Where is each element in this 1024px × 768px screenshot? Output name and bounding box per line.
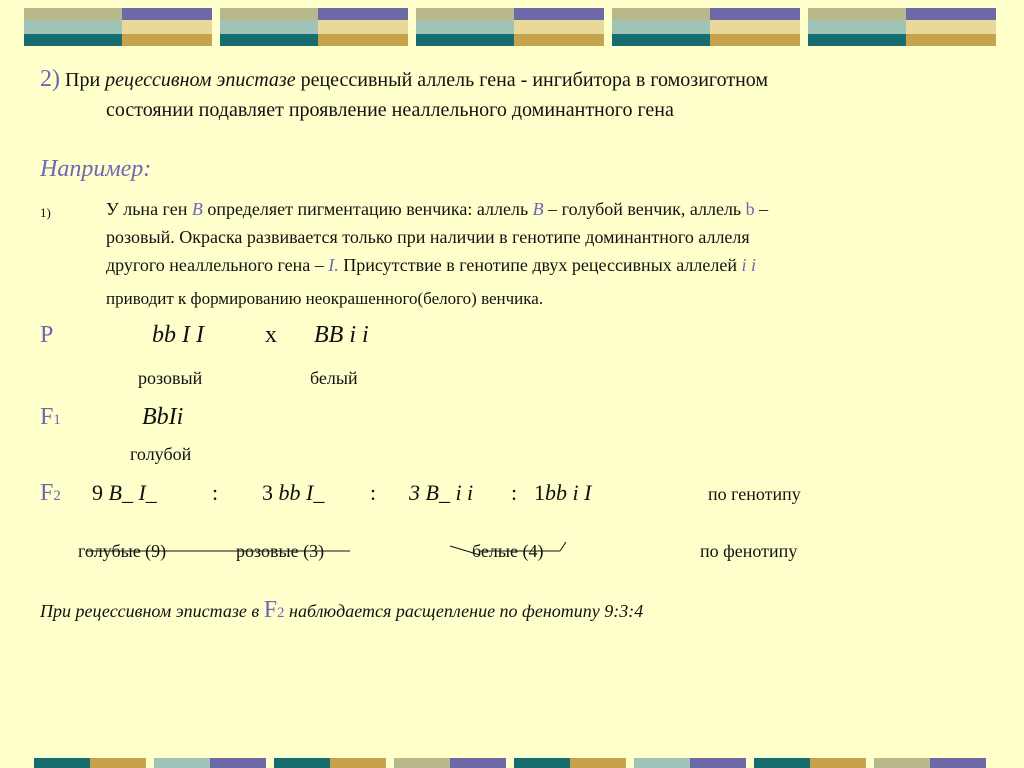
- deco-block: [874, 758, 986, 768]
- genotype: bb i I: [545, 480, 592, 505]
- parent-label: P: [40, 322, 54, 348]
- deco-block: [154, 758, 266, 768]
- item-text: Присутствие в генотипе двух рецессивных аллелей: [343, 255, 737, 275]
- f2-genotype-2: [262, 480, 324, 506]
- genotype: bb I_: [278, 480, 325, 505]
- deco-block: [514, 758, 626, 768]
- f1-subscript: 1: [53, 412, 61, 428]
- parent-2-genotype: BB i i: [314, 322, 369, 348]
- item-line-2: розовый. Окраска развивается только при наличии в генотипе доминантного аллеля: [106, 227, 750, 247]
- item-line-3: [106, 255, 756, 276]
- f2-subscript: 2: [53, 488, 61, 504]
- genotype: B_ I_: [108, 480, 157, 505]
- deco-block: [754, 758, 866, 768]
- f2-letter: F: [40, 480, 54, 506]
- gene-symbol: B: [191, 199, 203, 219]
- item-line-4: приводит к формированию неокрашенного(белого) венчика.: [106, 289, 544, 308]
- deco-block: [808, 8, 996, 46]
- gene-symbol: i i: [741, 255, 757, 275]
- f2-genotype-3: 3 B_ i i: [409, 480, 474, 505]
- item-text: –: [759, 199, 769, 219]
- gene-symbol: b: [745, 199, 755, 219]
- deco-block: [634, 758, 746, 768]
- conclusion-f-subscript: 2: [277, 605, 285, 621]
- f2-genotype-1: [92, 480, 157, 506]
- item-text: У льна ген: [106, 199, 188, 219]
- gene-symbol: I.: [328, 255, 339, 275]
- item-text: – голубой венчик, аллель: [548, 199, 742, 219]
- ratio-number: 1: [534, 480, 545, 505]
- point-number: 2): [40, 66, 60, 92]
- point-pre: При: [65, 69, 101, 91]
- point-rest: рецессивный аллель гена - ингибитора в гомозиготном: [300, 69, 769, 91]
- f1-label: [40, 404, 61, 431]
- by-genotype-label: по генотипу: [708, 484, 801, 504]
- item-text: определяет пигментацию венчика: аллель: [207, 199, 529, 219]
- deco-block: [612, 8, 800, 46]
- f1-genotype: BbIi: [142, 404, 184, 430]
- ratio-colon: :: [370, 480, 377, 505]
- definition-line-2: состоянии подавляет проявление неаллельного доминантного гена: [106, 99, 674, 121]
- deco-block: [24, 8, 212, 46]
- conclusion-f-letter: F: [263, 597, 278, 623]
- f2-label: [40, 480, 61, 507]
- deco-block: [34, 758, 146, 768]
- f1-letter: F: [40, 404, 54, 430]
- phenotype-blue: голубые (9): [78, 541, 167, 561]
- item-number: 1): [40, 205, 51, 220]
- parent-1-genotype: bb I I: [152, 322, 204, 348]
- conclusion-text: При рецессивном эпистазе в: [40, 601, 260, 621]
- deco-block: [416, 8, 604, 46]
- connector-lines: [70, 538, 590, 568]
- parent-1-phenotype: розовый: [138, 368, 203, 388]
- example-label: Например:: [40, 156, 152, 182]
- ratio-colon: :: [511, 480, 518, 505]
- phenotype-white: белые (4): [472, 541, 544, 561]
- conclusion-text: наблюдается расщепление по фенотипу 9:3:4: [289, 601, 644, 621]
- cross-symbol: x: [265, 322, 277, 348]
- ratio-number: 3: [262, 480, 273, 505]
- f1-phenotype: голубой: [130, 444, 192, 464]
- item-text: другого неаллельного гена –: [106, 255, 324, 275]
- deco-block: [274, 758, 386, 768]
- phenotype-pink: розовые (3): [236, 541, 325, 561]
- ratio-colon: :: [212, 480, 219, 505]
- ratio-number: 9: [92, 480, 103, 505]
- point-italic-term: рецессивном эпистазе: [105, 69, 296, 91]
- gene-symbol: B: [532, 199, 544, 219]
- f2-genotype-4: [534, 480, 591, 506]
- strike-line: [450, 546, 480, 555]
- conclusion: [40, 597, 643, 624]
- definition-line-1: [40, 66, 768, 93]
- by-phenotype-label: по фенотипу: [700, 541, 798, 561]
- item-line-1: [106, 199, 768, 220]
- parent-2-phenotype: белый: [310, 368, 358, 388]
- deco-block: [394, 758, 506, 768]
- strike-line: [560, 542, 566, 551]
- deco-block: [220, 8, 408, 46]
